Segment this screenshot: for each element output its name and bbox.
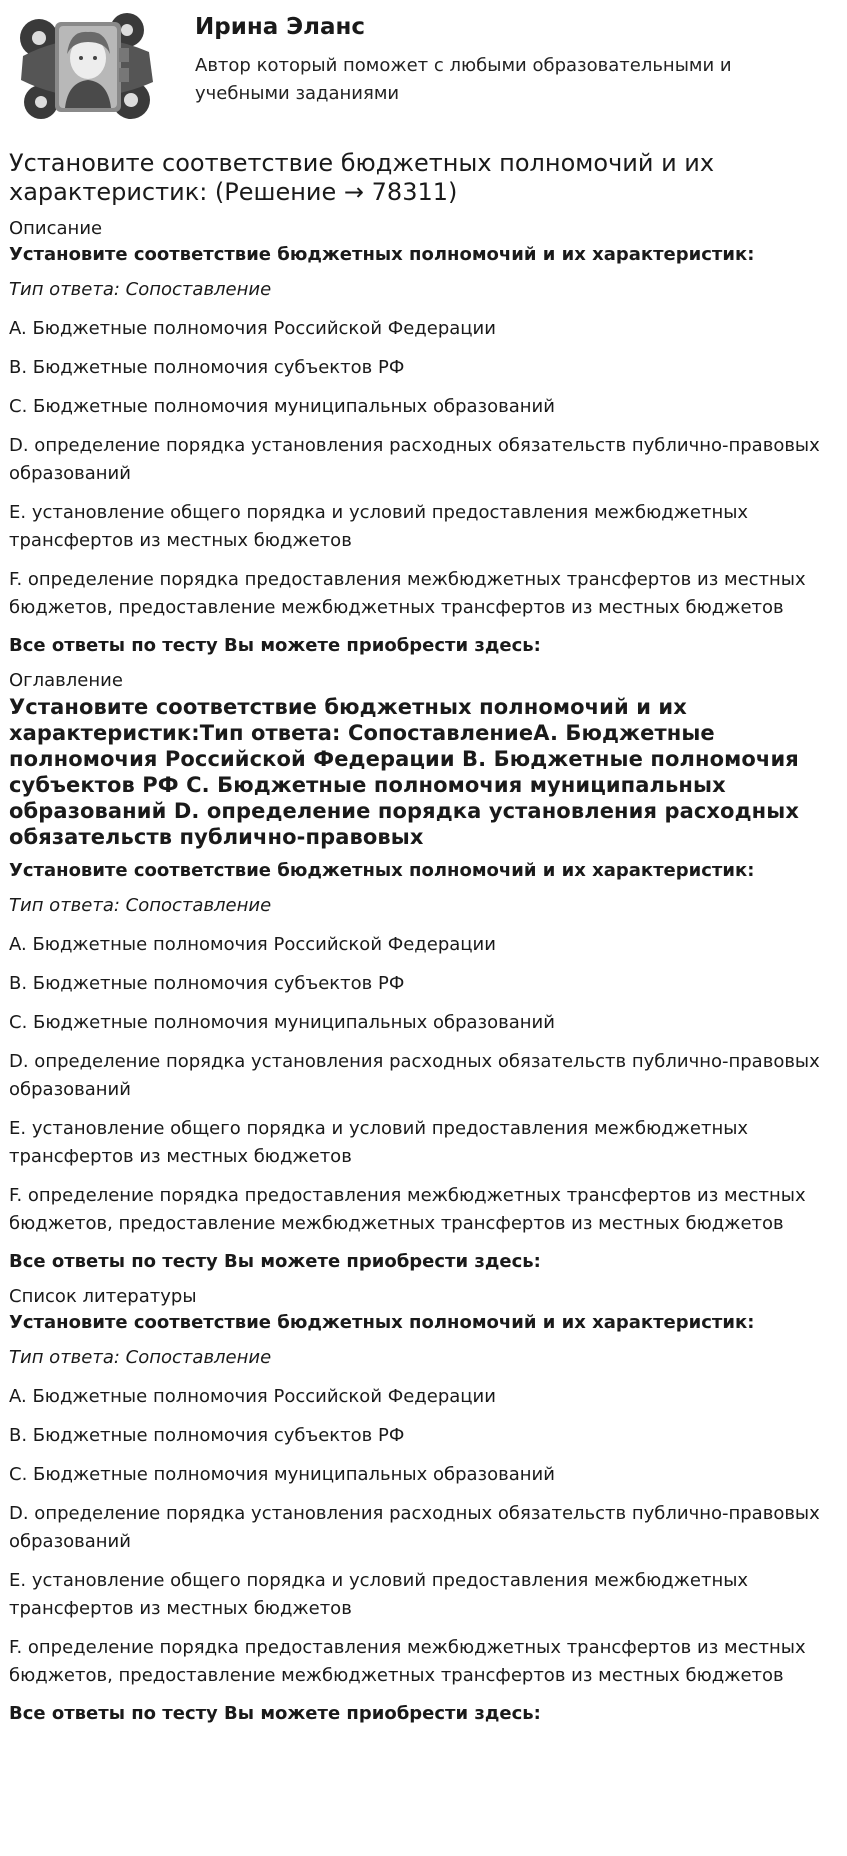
buy-answers-text: Все ответы по тесту Вы можете приобрести здесь: (9, 635, 541, 656)
buy-answers-text: Все ответы по тесту Вы можете приобрести здесь: (9, 1251, 541, 1272)
option-a: A. Бюджетные полномочия Российской Федерации (9, 934, 496, 955)
page-title: Установите соответствие бюджетных полномочий и их характеристик: (Решение → 78311) (9, 149, 715, 206)
option-d: D. определение порядка установления расходных обязательств публично-правовых образований (9, 1051, 820, 1100)
answer-type: Тип ответа: Сопоставление (9, 279, 272, 300)
buy-answers-text: Все ответы по тесту Вы можете приобрести здесь: (9, 1703, 541, 1724)
answer-type: Тип ответа: Сопоставление (9, 895, 272, 916)
option-f: F. определение порядка предоставления межбюджетных трансфертов из местных бюджетов, предоставление межбюджетных трансфертов из местных бюджетов (9, 1185, 806, 1234)
option-a: A. Бюджетные полномочия Российской Федерации (9, 1386, 496, 1407)
question-text: Установите соответствие бюджетных полномочий и их характеристик: (9, 860, 755, 881)
question-text: Установите соответствие бюджетных полномочий и их характеристик: (9, 1312, 755, 1333)
author-block (9, 0, 838, 140)
option-d: D. определение порядка установления расходных обязательств публично-правовых образований (9, 1503, 820, 1552)
option-b: B. Бюджетные полномочия субъектов РФ (9, 1425, 405, 1446)
author-avatar (15, 8, 157, 126)
literature-label: Список литературы (9, 1286, 197, 1307)
option-e: E. установление общего порядка и условий предоставления межбюджетных трансфертов из местных бюджетов (9, 1118, 749, 1167)
option-a: A. Бюджетные полномочия Российской Федерации (9, 318, 496, 339)
option-e: E. установление общего порядка и условий предоставления межбюджетных трансфертов из местных бюджетов (9, 502, 749, 551)
description-section (9, 216, 838, 659)
author-name: Ирина Эланс (195, 14, 366, 40)
toc-label: Оглавление (9, 670, 123, 691)
description-label: Описание (9, 218, 103, 239)
option-c: C. Бюджетные полномочия муниципальных образований (9, 1464, 555, 1485)
question-text: Установите соответствие бюджетных полномочий и их характеристик: (9, 244, 755, 265)
option-b: B. Бюджетные полномочия субъектов РФ (9, 973, 405, 994)
option-c: C. Бюджетные полномочия муниципальных образований (9, 396, 555, 417)
option-f: F. определение порядка предоставления межбюджетных трансфертов из местных бюджетов, предоставление межбюджетных трансфертов из местных бюджетов (9, 1637, 806, 1686)
toc-heading: Установите соответствие бюджетных полномочий и их характеристик:Тип ответа: СопоставлениеA. Бюджетные полномочия Российской Федерации B. Бюджетные полномочия субъектов РФ C. Бюджетные полномочия муниципальных образований D. определение порядка установления расходных обязательств публично-правовых (9, 695, 799, 849)
option-f: F. определение порядка предоставления межбюджетных трансфертов из местных бюджетов, предоставление межбюджетных трансфертов из местных бюджетов (9, 569, 806, 618)
author-description: Автор который поможет с любыми образовательными и учебными заданиями (195, 55, 732, 104)
option-d: D. определение порядка установления расходных обязательств публично-правовых образований (9, 435, 820, 484)
toc-section (9, 668, 838, 1275)
literature-section (9, 1284, 838, 1727)
option-c: C. Бюджетные полномочия муниципальных образований (9, 1012, 555, 1033)
option-e: E. установление общего порядка и условий предоставления межбюджетных трансфертов из местных бюджетов (9, 1570, 749, 1619)
option-b: B. Бюджетные полномочия субъектов РФ (9, 357, 405, 378)
answer-type: Тип ответа: Сопоставление (9, 1347, 272, 1368)
